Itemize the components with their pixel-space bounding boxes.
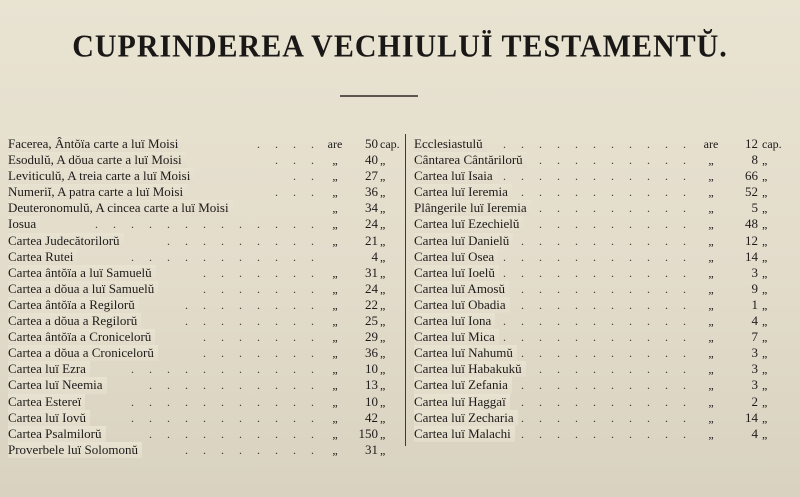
contents-entry xyxy=(8,329,400,345)
leader-dots: . . xyxy=(293,169,320,184)
title-rule xyxy=(340,95,418,97)
chapter-count: 4 xyxy=(751,313,758,329)
leader-dots: . . . . . . . xyxy=(203,265,320,280)
ditto-mark: „ xyxy=(332,426,338,441)
leader-dots: . . . . . . . . . xyxy=(167,233,320,248)
chapter-unit: „ xyxy=(762,185,768,200)
chapter-count: 13 xyxy=(365,377,378,393)
chapter-count: 66 xyxy=(745,168,758,184)
contents-entry xyxy=(8,442,400,458)
leader-dots: . . . . . . . . xyxy=(185,314,320,329)
book-name: Numeriĭ, A patra carte a luï Moisi xyxy=(8,184,187,200)
chapter-unit: „ xyxy=(380,442,386,457)
leader-dots: . . . . . . . . . . . xyxy=(503,137,692,151)
contents-entry xyxy=(414,394,798,410)
ditto-mark: „ xyxy=(332,378,338,393)
chapter-count: 21 xyxy=(365,232,378,248)
contents-entry xyxy=(414,410,798,426)
contents-entry xyxy=(414,136,798,152)
leader-dots: . . . . . . . . . . xyxy=(149,426,320,441)
book-name: Cartea luï Mica xyxy=(414,329,499,345)
ditto-mark: „ xyxy=(708,233,714,248)
chapter-count: 1 xyxy=(751,296,758,312)
leader-dots: . . . . . . . . . . . xyxy=(131,410,320,425)
chapter-count: 42 xyxy=(365,409,378,425)
leader-dots: . . . . . . . . . . xyxy=(521,346,692,361)
book-name: Cartea luï Amosŭ xyxy=(414,281,509,297)
chapter-count: 7 xyxy=(751,329,758,345)
contents-entry xyxy=(8,410,400,426)
ditto-mark: „ xyxy=(708,330,714,345)
chapter-unit: „ xyxy=(762,314,768,329)
contents-entry xyxy=(8,184,400,200)
contents-entry xyxy=(8,249,400,265)
contents-entry xyxy=(414,249,798,265)
leader-dots: . . . . . . . xyxy=(203,330,320,345)
chapter-unit: „ xyxy=(762,410,768,425)
contents-entry xyxy=(414,152,798,168)
ditto-mark: „ xyxy=(708,281,714,296)
chapter-unit: cap. xyxy=(762,137,782,151)
chapter-unit: „ xyxy=(762,201,768,216)
contents-entry xyxy=(414,200,798,216)
leader-dots: . . . xyxy=(275,153,320,168)
chapter-count: 12 xyxy=(745,136,758,151)
leader-dots: . . . . . . . . . . . . . xyxy=(95,217,320,232)
chapter-count: 3 xyxy=(751,264,758,280)
ditto-mark: „ xyxy=(332,265,338,280)
chapter-count: 3 xyxy=(751,361,758,377)
chapter-count: 8 xyxy=(751,152,758,168)
contents-entry xyxy=(414,216,798,232)
contents-entry xyxy=(8,152,400,168)
chapter-count: 10 xyxy=(365,361,378,377)
contents-entry xyxy=(8,168,400,184)
book-name: Facerea, Ântŏïa carte a luï Moisi xyxy=(8,136,182,152)
chapter-count: 31 xyxy=(365,441,378,457)
contents-entry xyxy=(414,233,798,249)
book-name: Cartea luï Osea xyxy=(414,249,498,265)
contents-entry xyxy=(8,265,400,281)
book-name: Cartea luï Isaia xyxy=(414,168,497,184)
chapter-count: 29 xyxy=(365,329,378,345)
chapter-unit: „ xyxy=(380,426,386,441)
book-name: Cartea luï Ezechielŭ xyxy=(414,216,523,232)
ditto-mark: are xyxy=(327,137,343,151)
chapter-unit: „ xyxy=(380,169,386,184)
leader-dots: . . . . . . . . . . . xyxy=(131,394,320,409)
ditto-mark: „ xyxy=(708,201,714,216)
ditto-mark: „ xyxy=(708,185,714,200)
chapter-count: 24 xyxy=(365,280,378,296)
leader-dots: . . . . . . . . . xyxy=(539,153,692,168)
book-name: Cartea luï Nahumŭ xyxy=(414,345,517,361)
contents-entry xyxy=(8,313,400,329)
contents-entry xyxy=(8,377,400,393)
book-name: Cartea luï Haggaï xyxy=(414,394,510,410)
chapter-unit: „ xyxy=(380,330,386,345)
book-name: Deuteronomulŭ, A cincea carte a luï Moisi xyxy=(8,200,233,216)
ditto-mark: „ xyxy=(708,265,714,280)
chapter-unit: „ xyxy=(762,233,768,248)
chapter-count: 2 xyxy=(751,393,758,409)
chapter-count: 12 xyxy=(745,232,758,248)
ditto-mark: „ xyxy=(332,297,338,312)
chapter-count: 14 xyxy=(745,409,758,425)
leader-dots: . . . . . . . . . . xyxy=(149,378,320,393)
chapter-unit: „ xyxy=(762,169,768,184)
leader-dots: . . . . . . . . . xyxy=(539,362,692,377)
contents-entry xyxy=(8,345,400,361)
contents-entry xyxy=(8,216,400,232)
ditto-mark: „ xyxy=(332,201,338,216)
chapter-unit: „ xyxy=(762,394,768,409)
leader-dots: . . . . . . . . xyxy=(185,297,320,312)
chapter-count: 10 xyxy=(365,393,378,409)
chapter-count: 22 xyxy=(365,296,378,312)
book-name: Cartea luï Obadia xyxy=(414,297,510,313)
chapter-unit: „ xyxy=(380,346,386,361)
leader-dots: . . . . . . . xyxy=(203,281,320,296)
chapter-count: 48 xyxy=(745,216,758,232)
ditto-mark: „ xyxy=(708,314,714,329)
ditto-mark: „ xyxy=(708,394,714,409)
ditto-mark: „ xyxy=(708,346,714,361)
chapter-count: 150 xyxy=(358,425,378,441)
book-name: Cartea a dŏua a Regilorŭ xyxy=(8,313,141,329)
book-name: Cartea a dŏua a Cronicelorŭ xyxy=(8,345,158,361)
chapter-unit: „ xyxy=(380,378,386,393)
leader-dots: . . . . . . . . . . xyxy=(521,426,692,441)
book-name: Cântarea Cântărilorŭ xyxy=(414,152,527,168)
chapter-unit: „ xyxy=(762,265,768,280)
contents-entry xyxy=(414,184,798,200)
book-name: Cartea luï Malachi xyxy=(414,426,515,442)
leader-dots: . . . . . . . . . . . xyxy=(503,169,692,184)
ditto-mark: „ xyxy=(708,362,714,377)
ditto-mark: are xyxy=(703,137,719,151)
chapter-unit: „ xyxy=(762,153,768,168)
chapter-count: 34 xyxy=(365,200,378,216)
contents-entry xyxy=(8,200,400,216)
book-name: Cartea luï Danielŭ xyxy=(414,233,513,249)
chapter-unit: „ xyxy=(380,410,386,425)
ditto-mark: „ xyxy=(332,153,338,168)
chapter-unit: „ xyxy=(380,281,386,296)
chapter-count: 4 xyxy=(751,425,758,441)
contents-entry xyxy=(8,233,400,249)
contents-column-left xyxy=(8,136,400,458)
contents-entry xyxy=(414,329,798,345)
page-title: CUPRINDEREA VECHIULUÏ TESTAMENTŬ. xyxy=(72,29,728,64)
chapter-unit: „ xyxy=(762,249,768,264)
chapter-count: 3 xyxy=(751,345,758,361)
leader-dots: . . . . . . . . . . xyxy=(521,185,692,200)
leader-dots: . . . . . . . . . . xyxy=(521,394,692,409)
leader-dots: . . . . . . . . . . xyxy=(521,297,692,312)
contents-entry xyxy=(414,168,798,184)
ditto-mark: „ xyxy=(708,153,714,168)
ditto-mark: „ xyxy=(708,249,714,264)
ditto-mark: „ xyxy=(332,394,338,409)
contents-entry xyxy=(414,361,798,377)
contents-entry xyxy=(414,265,798,281)
book-name: Cartea ântŏïa a luï Samuelŭ xyxy=(8,265,156,281)
ditto-mark: „ xyxy=(332,185,338,200)
leader-dots: . . . . . . . . . . . xyxy=(503,330,692,345)
chapter-unit: „ xyxy=(380,201,386,216)
ditto-mark: „ xyxy=(708,297,714,312)
book-name: Cartea Psalmilorŭ xyxy=(8,426,106,442)
chapter-unit: „ xyxy=(380,217,386,232)
leader-dots: . . . . . . . . . . . xyxy=(503,249,692,264)
contents-entry xyxy=(8,297,400,313)
contents-entry xyxy=(8,361,400,377)
leader-dots: . . . . . . . . . . xyxy=(521,233,692,248)
chapter-count: 36 xyxy=(365,184,378,200)
leader-dots: . . . . . . . . . . . xyxy=(503,314,692,329)
ditto-mark: „ xyxy=(332,410,338,425)
leader-dots: . . . . . . . . . xyxy=(539,217,692,232)
contents-entry xyxy=(414,345,798,361)
book-name: Cartea luï Habakukŭ xyxy=(414,361,526,377)
leader-dots: . . . . . . . . . . . xyxy=(503,265,692,280)
leader-dots: . . . xyxy=(275,185,320,200)
leader-dots: . . . . . . . . . . . xyxy=(131,362,320,377)
ditto-mark: „ xyxy=(708,217,714,232)
book-name: Ecclesiastulŭ xyxy=(414,136,487,152)
ditto-mark: „ xyxy=(708,426,714,441)
leader-dots: . . . . . . . . . xyxy=(539,201,692,216)
book-name: Cartea Estereï xyxy=(8,394,85,410)
chapter-unit: „ xyxy=(762,281,768,296)
chapter-unit: „ xyxy=(762,362,768,377)
leader-dots: . . . . . . . . xyxy=(185,442,320,457)
contents-entry xyxy=(414,313,798,329)
book-name: Cartea luï Neemia xyxy=(8,377,107,393)
book-name: Cartea a dŏua a luï Samuelŭ xyxy=(8,281,158,297)
ditto-mark: „ xyxy=(332,330,338,345)
contents-column-right xyxy=(414,136,798,442)
chapter-count: 52 xyxy=(745,184,758,200)
leader-dots: . . . . . . . . . . xyxy=(521,410,692,425)
contents-entry xyxy=(414,377,798,393)
leader-dots: . . . . xyxy=(257,137,320,151)
chapter-unit: „ xyxy=(380,265,386,280)
chapter-unit: „ xyxy=(380,153,386,168)
chapter-unit: „ xyxy=(762,426,768,441)
chapter-count: 4 xyxy=(371,248,378,264)
book-name: Cartea luï Ezra xyxy=(8,361,90,377)
leader-dots: . . . . . . . . . . xyxy=(521,378,692,393)
chapter-unit: „ xyxy=(762,378,768,393)
ditto-mark: „ xyxy=(332,442,338,457)
contents-entry xyxy=(414,297,798,313)
ditto-mark: „ xyxy=(708,378,714,393)
chapter-count: 50 xyxy=(365,136,378,151)
ditto-mark: „ xyxy=(332,217,338,232)
book-name: Cartea ântŏïa a Cronicelorŭ xyxy=(8,329,155,345)
ditto-mark: „ xyxy=(332,233,338,248)
book-name: Cartea luï Ioelŭ xyxy=(414,265,499,281)
leader-dots: . . . . . . . xyxy=(203,346,320,361)
book-name: Cartea ântŏïa a Regilorŭ xyxy=(8,297,139,313)
contents-entry xyxy=(8,281,400,297)
book-name: Cartea Judecătorilorŭ xyxy=(8,233,124,249)
chapter-unit: „ xyxy=(762,346,768,361)
book-name: Leviticulŭ, A treia carte a luï Moisi xyxy=(8,168,194,184)
ditto-mark: „ xyxy=(708,410,714,425)
chapter-count: 27 xyxy=(365,168,378,184)
chapter-unit: „ xyxy=(762,297,768,312)
contents-entry xyxy=(8,394,400,410)
ditto-mark: „ xyxy=(708,169,714,184)
column-divider xyxy=(405,134,406,446)
chapter-unit: „ xyxy=(380,297,386,312)
chapter-unit: „ xyxy=(380,185,386,200)
book-name: Cartea luï Zecharia xyxy=(414,410,518,426)
book-name: Cartea luï Iovŭ xyxy=(8,410,90,426)
contents-entry xyxy=(414,281,798,297)
leader-dots: . . . . . . . . . . xyxy=(521,281,692,296)
ditto-mark: „ xyxy=(332,281,338,296)
contents-entry xyxy=(8,426,400,442)
chapter-count: 25 xyxy=(365,313,378,329)
contents-entry xyxy=(8,136,400,152)
ditto-mark: „ xyxy=(332,362,338,377)
chapter-unit: „ xyxy=(380,394,386,409)
book-name: Cartea luï Iona xyxy=(414,313,495,329)
chapter-count: 14 xyxy=(745,248,758,264)
book-name: Plângerile luï Ieremia xyxy=(414,200,531,216)
leader-dots: . . . . . . . . . . . xyxy=(131,249,320,264)
chapter-count: 36 xyxy=(365,345,378,361)
ditto-mark: „ xyxy=(332,346,338,361)
chapter-unit: „ xyxy=(762,330,768,345)
book-name: Esodulŭ, A dŏua carte a luï Moisi xyxy=(8,152,186,168)
contents-entry xyxy=(414,426,798,442)
chapter-unit: „ xyxy=(380,233,386,248)
book-name: Cartea luï Zefania xyxy=(414,377,512,393)
chapter-unit: „ xyxy=(380,362,386,377)
book-name: Iosua xyxy=(8,216,40,232)
book-name: Cartea Rutei xyxy=(8,249,77,265)
ditto-mark: „ xyxy=(332,169,338,184)
book-name: Cartea luï Ieremia xyxy=(414,184,512,200)
chapter-count: 3 xyxy=(751,377,758,393)
chapter-unit: „ xyxy=(380,314,386,329)
chapter-unit: cap. xyxy=(380,137,400,151)
ditto-mark: „ xyxy=(332,314,338,329)
chapter-count: 24 xyxy=(365,216,378,232)
chapter-count: 40 xyxy=(365,152,378,168)
chapter-count: 31 xyxy=(365,264,378,280)
chapter-count: 5 xyxy=(751,200,758,216)
chapter-unit: „ xyxy=(762,217,768,232)
chapter-count: 9 xyxy=(751,280,758,296)
chapter-unit: „ xyxy=(380,249,386,264)
book-name: Proverbele luï Solomonŭ xyxy=(8,442,142,458)
